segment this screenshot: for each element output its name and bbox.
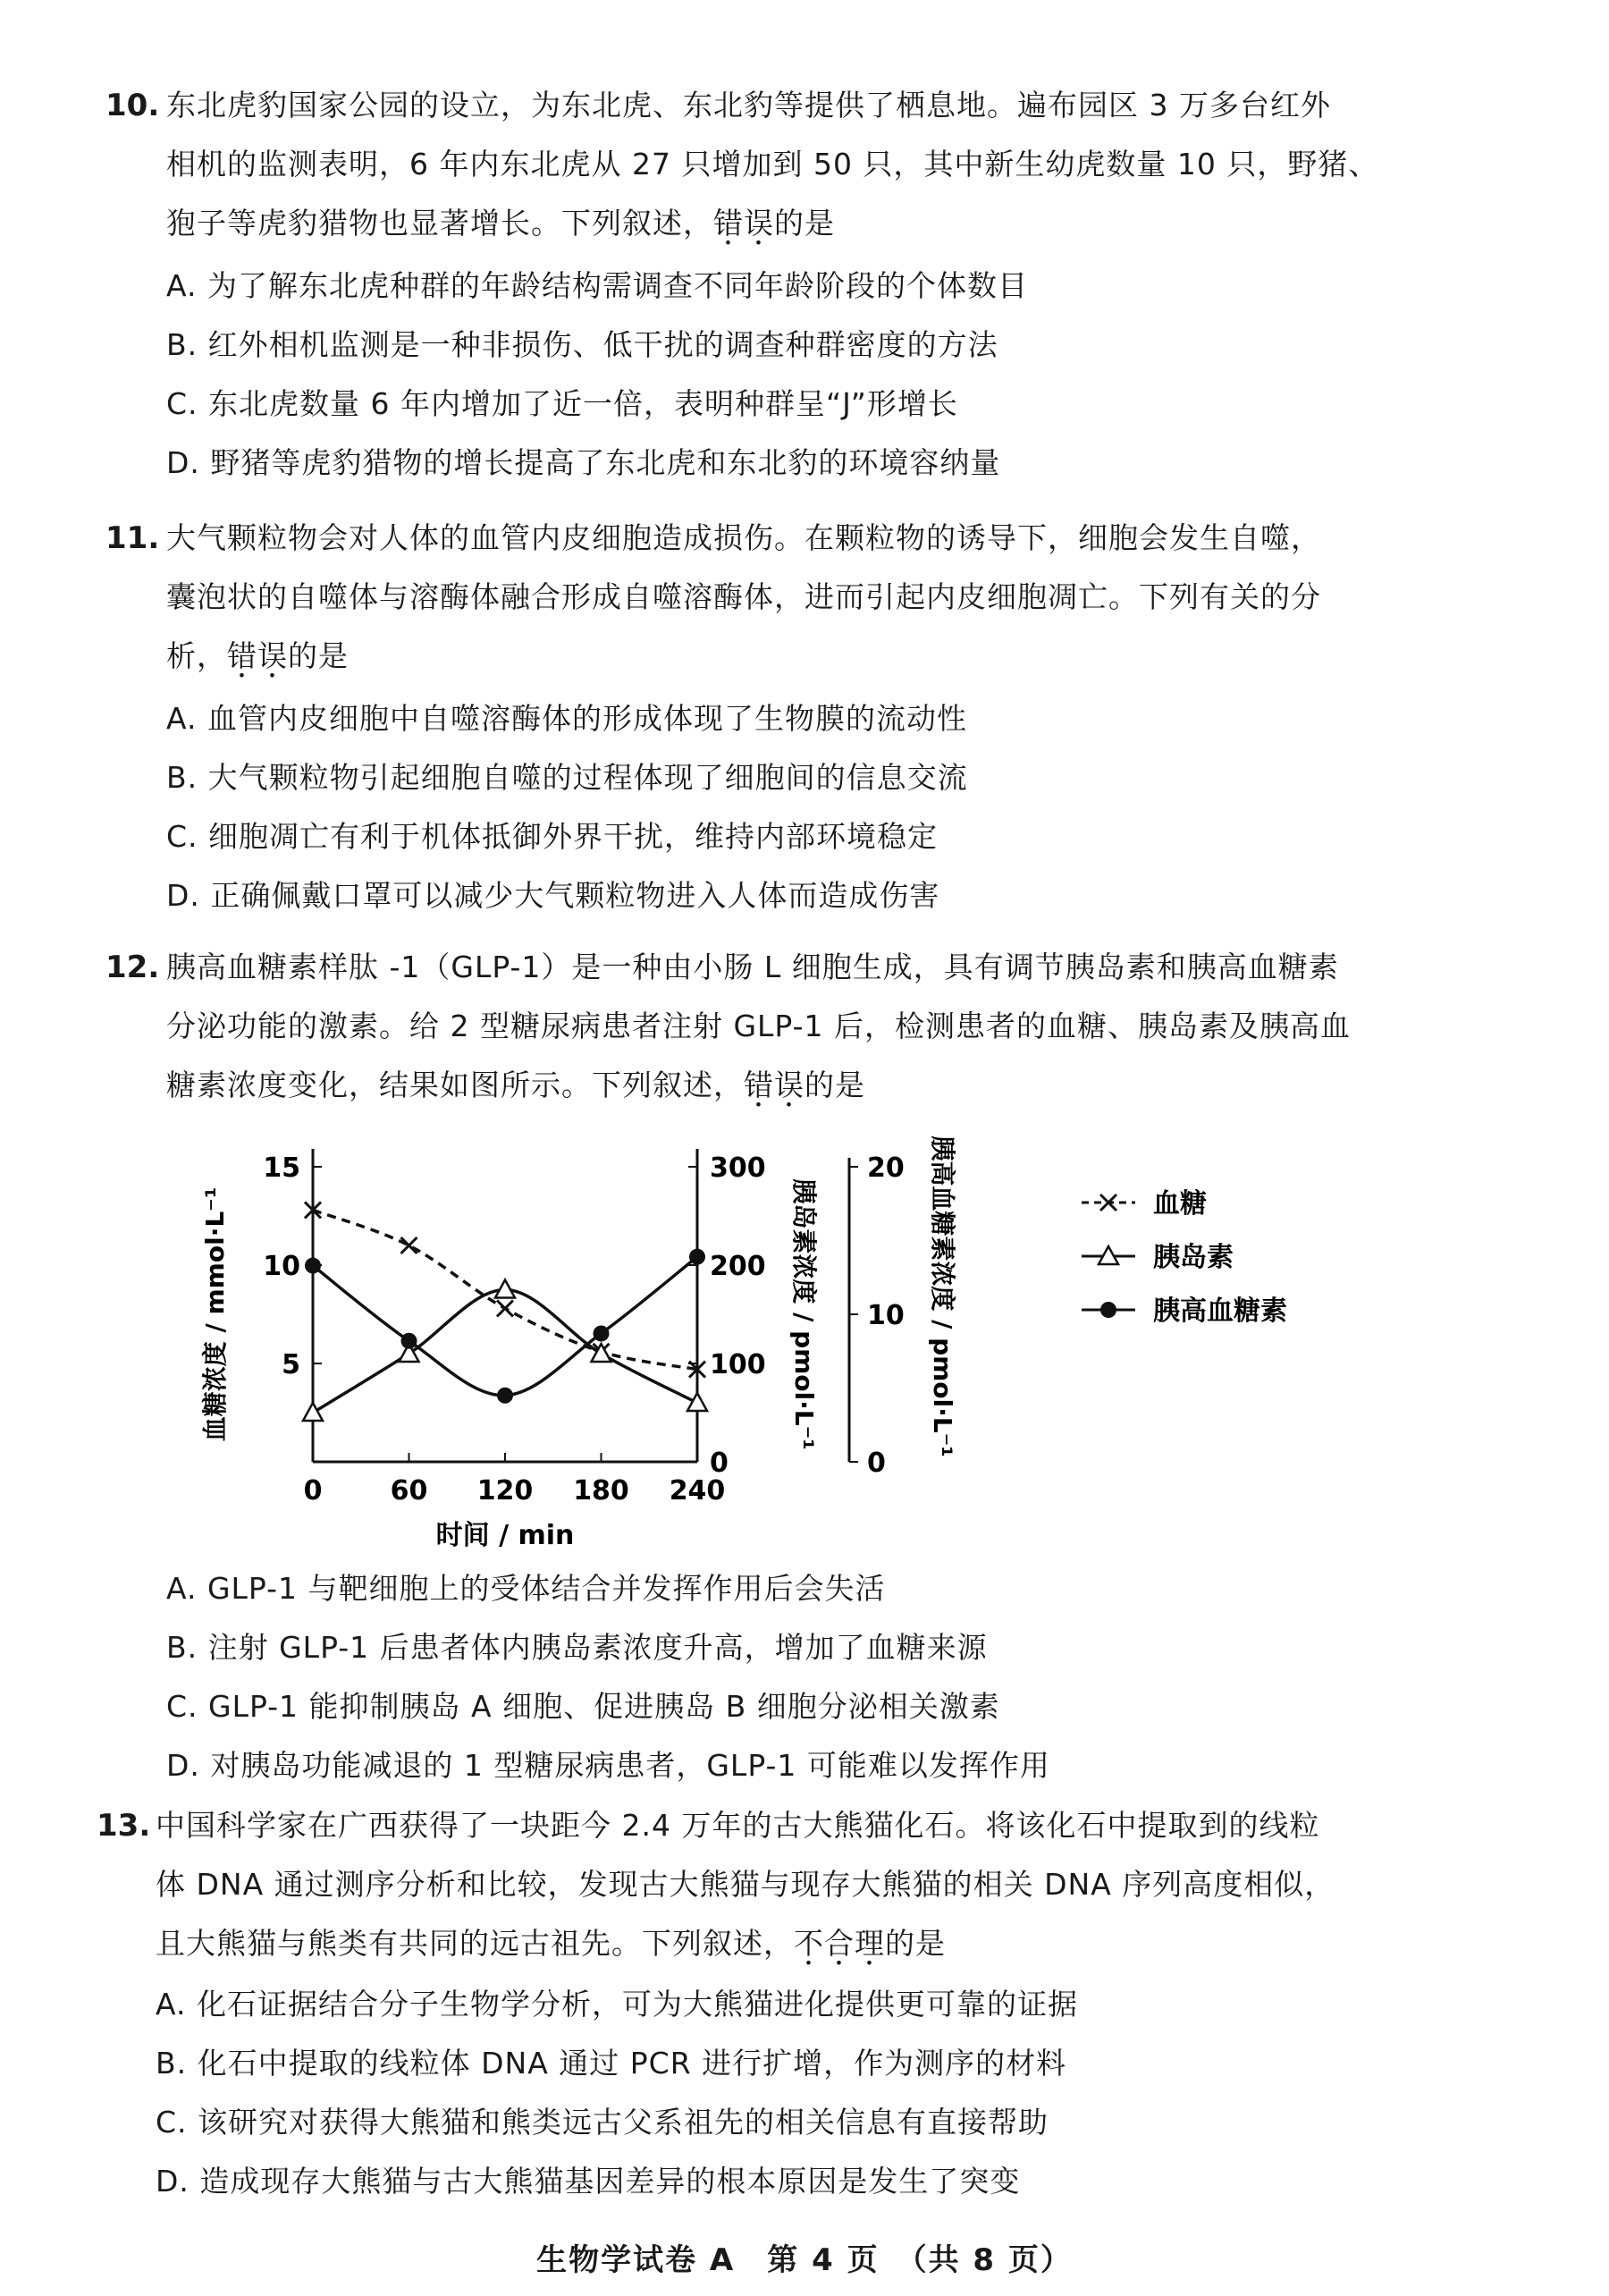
emphasis-char: 错 (744, 1068, 774, 1102)
emphasis-char: 合 (824, 1926, 855, 1961)
y-mid-tick-label: 100 (710, 1349, 766, 1380)
question-13-stem-line-3 (156, 1926, 946, 1962)
question-10-stem-line-2: 相机的监测表明，6 年内东北虎从 27 只增加到 50 只，其中新生幼虎数量 10 只，野猪、 (166, 147, 1379, 181)
emphasis-char: 误 (744, 206, 774, 241)
question-11-stem-tail: 的是 (288, 638, 349, 673)
question-12-stem-tail: 的是 (804, 1068, 865, 1102)
page-footer: 生物学试卷 A 第 4 页 （共 8 页） (536, 2242, 1073, 2278)
x-tick-label: 60 (390, 1475, 428, 1507)
emphasis-char: 理 (855, 1926, 885, 1961)
question-11-stem-line-3 (166, 638, 349, 674)
data-point-1 (303, 1403, 323, 1421)
y-right-tick-label: 0 (867, 1448, 886, 1479)
question-11-option-b: B. 大气颗粒物引起细胞自噬的过程体现了细胞间的信息交流 (166, 760, 968, 795)
emphasis-char: 不 (794, 1926, 824, 1961)
y-mid-tick-label: 300 (710, 1152, 766, 1184)
x-axis-label: 时间 / min (435, 1520, 575, 1551)
emphasis-char: 误 (257, 638, 288, 673)
question-13-number: 13. (97, 1808, 151, 1844)
question-12-option-d: D. 对胰岛功能减退的 1 型糖尿病患者，GLP-1 可能难以发挥作用 (166, 1748, 1050, 1783)
y-left-axis-label: 血糖浓度 / mmol·L⁻¹ (200, 1186, 230, 1442)
glp1-chart (0, 1131, 1609, 1560)
legend-marker-0 (1100, 1194, 1116, 1211)
question-10-option-d: D. 野猪等虎豹猎物的增长提高了东北虎和东北豹的环境容纳量 (166, 445, 1001, 480)
y-mid-tick-label: 0 (710, 1448, 729, 1479)
question-13-stem-tail: 的是 (885, 1926, 946, 1961)
emphasis-char: 错 (713, 206, 744, 241)
x-tick-label: 180 (573, 1475, 629, 1507)
question-11-stem-line-3-text: 析， (166, 638, 227, 673)
question-11-stem-line-2: 囊泡状的自噬体与溶酶体融合形成自噬溶酶体，进而引起内皮细胞凋亡。下列有关的分 (166, 579, 1321, 614)
question-10-stem-line-3-text: 狍子等虎豹猎物也显著增长。下列叙述， (166, 206, 713, 241)
question-11-stem-line-1: 大气颗粒物会对人体的血管内皮细胞造成损伤。在颗粒物的诱导下，细胞会发生自噬， (166, 520, 1321, 555)
y-right-tick-label: 10 (867, 1300, 905, 1331)
x-tick-label: 240 (669, 1475, 726, 1507)
question-11-option-a: A. 血管内皮细胞中自噬溶酶体的形成体现了生物膜的流动性 (166, 701, 967, 736)
data-point-2 (401, 1333, 417, 1349)
y-left-tick-label: 15 (263, 1152, 300, 1184)
question-12-stem-line-1: 胰高血糖素样肽 -1（GLP-1）是一种由小肠 L 细胞生成，具有调节胰岛素和胰高血糖素 (166, 950, 1339, 984)
question-11-number: 11. (105, 520, 160, 556)
x-tick-label: 0 (303, 1475, 323, 1507)
y-right-axis-label: 胰高血糖素浓度 / pmol·L⁻¹ (928, 1135, 957, 1457)
question-10-option-a: A. 为了解东北虎种群的年龄结构需调查不同年龄阶段的个体数目 (166, 268, 1028, 303)
question-10-number: 10. (105, 88, 160, 123)
question-10-stem-tail: 的是 (774, 206, 835, 241)
data-point-2 (594, 1325, 610, 1341)
question-12-option-c: C. GLP-1 能抑制胰岛 A 细胞、促进胰岛 B 细胞分泌相关激素 (166, 1689, 1000, 1724)
question-12-option-b: B. 注射 GLP-1 后患者体内胰岛素浓度升高，增加了血糖来源 (166, 1630, 988, 1665)
emphasis-char: 误 (774, 1068, 804, 1102)
question-10-stem-line-1: 东北虎豹国家公园的设立，为东北虎、东北豹等提供了栖息地。遍布园区 3 万多台红外 (166, 88, 1331, 122)
y-right-tick-label: 20 (867, 1152, 905, 1184)
question-13-stem-line-3-text: 且大熊猫与熊类有共同的远古祖先。下列叙述， (156, 1926, 794, 1961)
question-10-stem-line-3 (166, 206, 835, 241)
question-10-option-c: C. 东北虎数量 6 年内增加了近一倍，表明种群呈“J”形增长 (166, 386, 958, 421)
question-12-stem-line-3-text: 糖素浓度变化，结果如图所示。下列叙述， (166, 1068, 744, 1102)
data-point-2 (689, 1249, 705, 1265)
question-13-option-b: B. 化石中提取的线粒体 DNA 通过 PCR 进行扩增，作为测序的材料 (156, 2046, 1067, 2081)
data-point-2 (497, 1388, 513, 1404)
data-point-1 (687, 1393, 707, 1411)
legend-label-1: 胰岛素 (1153, 1242, 1234, 1273)
question-13-stem-line-2: 体 DNA 通过测序分析和比较，发现古大熊猫与现存大熊猫的相关 DNA 序列高度相似， (156, 1867, 1335, 1902)
question-10-option-b: B. 红外相机监测是一种非损伤、低干扰的调查种群密度的方法 (166, 327, 998, 362)
question-12-stem-line-3 (166, 1068, 865, 1103)
data-point-0 (497, 1300, 513, 1316)
y-mid-tick-label: 200 (710, 1251, 766, 1282)
x-tick-label: 120 (476, 1475, 534, 1507)
y-left-tick-label: 10 (263, 1251, 300, 1282)
question-13-stem-line-1: 中国科学家在广西获得了一块距今 2.4 万年的古大熊猫化石。将该化石中提取到的线粒 (156, 1808, 1320, 1843)
question-12-stem-line-2: 分泌功能的激素。给 2 型糖尿病患者注射 GLP-1 后，检测患者的血糖、胰岛素及胰高血 (166, 1009, 1351, 1043)
legend-label-0: 血糖 (1153, 1188, 1207, 1220)
legend-label-2: 胰高血糖素 (1153, 1296, 1287, 1327)
question-12-option-a: A. GLP-1 与靶细胞上的受体结合并发挥作用后会失活 (166, 1571, 886, 1606)
emphasis-char: 错 (227, 638, 257, 673)
legend-marker-2 (1100, 1302, 1116, 1318)
question-11-option-c: C. 细胞凋亡有利于机体抵御外界干扰，维持内部环境稳定 (166, 819, 939, 854)
data-point-2 (305, 1258, 321, 1274)
question-13-option-c: C. 该研究对获得大熊猫和熊类远古父系祖先的相关信息有直接帮助 (156, 2105, 1049, 2140)
question-12-number: 12. (105, 950, 160, 985)
data-point-0 (401, 1237, 417, 1254)
y-left-tick-label: 5 (282, 1349, 300, 1380)
question-13-option-d: D. 造成现存大熊猫与古大熊猫基因差异的根本原因是发生了突变 (156, 2164, 1021, 2199)
question-13-option-a: A. 化石证据结合分子生物学分析，可为大熊猫进化提供更可靠的证据 (156, 1987, 1078, 2022)
question-11-option-d: D. 正确佩戴口罩可以减少大气颗粒物进入人体而造成伤害 (166, 878, 940, 913)
y-mid-axis-label: 胰岛素浓度 / pmol·L⁻¹ (789, 1178, 819, 1450)
